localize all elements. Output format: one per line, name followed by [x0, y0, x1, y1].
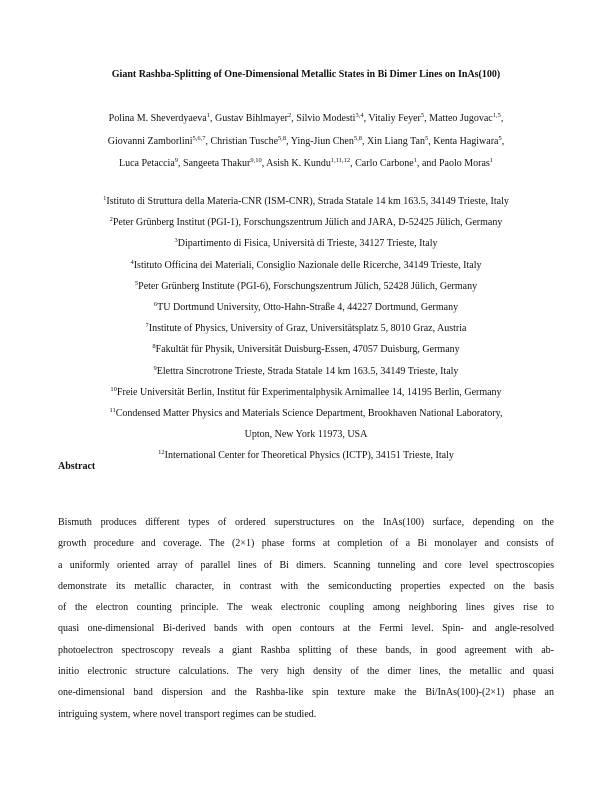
affiliation-item	[40, 445, 572, 466]
affiliation-item	[40, 424, 572, 445]
affiliation-number: 1	[103, 195, 107, 202]
affiliation-number: 9	[153, 364, 157, 372]
affiliation-number: 10	[110, 385, 117, 393]
author-name: Silvio Modesti	[296, 113, 356, 124]
abstract-body	[58, 512, 554, 725]
affiliation-text: Institute of Physics, University of Graz, Universitätsplatz 5, 8010 Graz, Austria	[148, 323, 467, 335]
author-line: Giovanni Zamborlini$^{5,6,7}$, Christian Tusche$^{5,8}$, Ying-Jiun Chen$^{5,8}$, Xin Liang Tan$^5$, Kenta Hagiwara$^5$,	[107, 134, 505, 147]
abstract-line: one-dimensional band dispersion and the Rashba-like spin texture make the Bi/InAs(100)-(2×1) phase an	[58, 687, 554, 699]
author-name: Asish K. Kundu	[266, 158, 331, 169]
author-affiliation-marker: 1,5	[492, 112, 501, 119]
affiliation-text: TU Dortmund University, Otto-Hahn-Straße 4, 44227 Dortmund, Germany	[157, 302, 459, 314]
author-affiliation-marker: 5	[498, 134, 502, 142]
author-name: Gustav Bihlmayer	[214, 113, 289, 124]
author-affiliation-marker: 9,10	[250, 157, 262, 164]
affiliation-text: Istituto Officina dei Materiali, Consiglio Nazionale delle Ricerche, 34149 Trieste, Italy	[133, 259, 482, 271]
affiliation-item	[40, 191, 572, 212]
affiliation-item	[40, 212, 572, 233]
affiliation-text: Condensed Matter Physics and Materials Science Department, Brookhaven National Laboratory,	[115, 408, 503, 420]
abstract-line: Bismuth produces different types of ordered superstructures on the InAs(100) surface, depending on the	[58, 517, 554, 528]
author-affiliation-marker: 5,8	[353, 134, 362, 142]
author-affiliation-marker: 5	[424, 134, 429, 142]
affiliation-item	[40, 361, 572, 382]
affiliation-item	[40, 255, 572, 276]
author-affiliation-marker: 1	[206, 112, 210, 119]
abstract-line: initio electronic structure calculations. The very high density of the dimer lines, the metallic and quasi	[58, 666, 554, 678]
abstract-line: a uniformly oriented array of parallel lines of Bi dimers. Scanning tunneling and core level spectroscopies	[58, 559, 554, 571]
author-affiliation-marker: 5	[420, 112, 425, 119]
author-name: Luca Petaccia	[118, 158, 175, 169]
author-name: Matteo Jugovac	[429, 113, 493, 124]
affiliation-text: International Center for Theoretical Physics (ICTP), 34151 Trieste, Italy	[164, 450, 454, 462]
affiliation-number: 3	[174, 237, 178, 245]
affiliation-text: Peter Grünberg Institut (PGI-1), Forschungszentrum Jülich and JARA, D-52425 Jülich, Germany	[112, 217, 503, 229]
author-affiliation-marker: 2	[288, 112, 292, 119]
author-line: Polina M. Sheverdyaeva$^1$, Gustav Bihlmayer$^2$, Silvio Modesti$^{3,4}$, Vitaliy Feyer$^5$, Matteo Jugovac$^{1,5}$,	[108, 112, 504, 124]
affiliation-item	[40, 233, 572, 254]
author-affiliation-marker: 9	[174, 157, 179, 164]
affiliation-item	[40, 297, 572, 318]
author-affiliation-marker: 1	[489, 157, 494, 164]
affiliation-text: Upton, New York 11973, USA	[244, 429, 368, 441]
author-name: Paolo Moras	[438, 158, 490, 169]
affiliation-number: 4	[130, 258, 134, 266]
affiliation-item	[40, 382, 572, 403]
author-name: Xin Liang Tan	[366, 135, 425, 147]
affiliation-text: Freie Universität Berlin, Institut für Experimentalphysik Arnimallee 14, 14195 Berlin, Germany	[116, 386, 502, 398]
author-name: Sangeeta Thakur	[183, 158, 251, 169]
abstract-line: photoelectron spectroscopy reveals a giant Rashba splitting of these bands, in good agreement with ab-	[58, 644, 554, 656]
author-list	[40, 108, 572, 176]
author-affiliation-marker: 5,6,7	[192, 134, 206, 142]
affiliation-list	[40, 191, 572, 467]
affiliation-text: Peter Grünberg Institute (PGI-6), Forschungszentrum Jülich, 52428 Jülich, Germany	[138, 280, 478, 292]
abstract-heading: Abstract	[58, 461, 96, 472]
affiliation-number: 6	[153, 301, 158, 309]
affiliation-text: Elettra Sincrotrone Trieste, Strada Statale 14 km 163.5, 34149 Trieste, Italy	[156, 365, 459, 377]
author-name: Carlo Carbone	[355, 158, 414, 169]
abstract-line: growth procedure and coverage. The (2×1) phase forms at completion of a Bi monolayer and consists of	[58, 538, 554, 550]
affiliation-text: Fakultät für Physik, Universität Duisburg-Essen, 47057 Duisburg, Germany	[155, 344, 460, 356]
affiliation-number: 7	[145, 322, 149, 330]
affiliation-number: 12	[158, 449, 165, 457]
author-affiliation-marker: 3,4	[355, 112, 364, 119]
author-affiliation-marker: 1,11,12	[330, 157, 351, 164]
author-line: Luca Petaccia$^9$, Sangeeta Thakur$^{9,10}$, Asish K. Kundu$^{1,11,12}$, Carlo Carbone$^1$, and Paolo Moras$^1$	[118, 157, 494, 169]
abstract-line: intriguing system, where novel transport regimes can be studied.	[58, 708, 317, 720]
author-name: Kenta Hagiwara	[433, 135, 499, 147]
affiliation-text: Dipartimento di Fisica, Università di Trieste, 34127 Trieste, Italy	[177, 238, 438, 250]
author-name: Vitaliy Feyer	[368, 113, 421, 124]
affiliation-item	[40, 339, 572, 360]
author-name: Giovanni Zamborlini	[107, 135, 193, 147]
abstract-line: quasi one-dimensional Bi-derived bands with open contours at the Fermi level. Spin- and angle-resolved	[58, 623, 554, 635]
author-affiliation-marker: 5,8	[278, 134, 287, 142]
affiliation-item	[40, 318, 572, 339]
affiliation-number: 2	[109, 216, 113, 224]
affiliation-item	[40, 403, 572, 424]
affiliation-text: Istituto di Struttura della Materia-CNR (ISM-CNR), Strada Statale 14 km 163.5, 34149 Trieste, Italy	[106, 196, 509, 207]
author-name: Christian Tusche	[210, 135, 279, 147]
abstract-line: of the electron counting principle. The weak electronic coupling among neighboring lines gives rise to	[58, 602, 554, 614]
affiliation-number: 8	[152, 343, 156, 351]
affiliation-number: 5	[134, 279, 139, 287]
affiliation-item	[40, 276, 572, 297]
abstract-line: demonstrate its metallic character, in contrast with the semiconducting properties expected on the basis	[58, 580, 554, 592]
author-affiliation-marker: 1	[413, 157, 417, 164]
paper-title: Giant Rashba-Splitting of One-Dimensional Metallic States in Bi Dimer Lines on InAs(100)	[111, 69, 501, 80]
author-name: Ying-Jiun Chen	[290, 135, 354, 147]
author-name: Polina M. Sheverdyaeva	[108, 113, 207, 124]
affiliation-number: 11	[109, 407, 116, 415]
